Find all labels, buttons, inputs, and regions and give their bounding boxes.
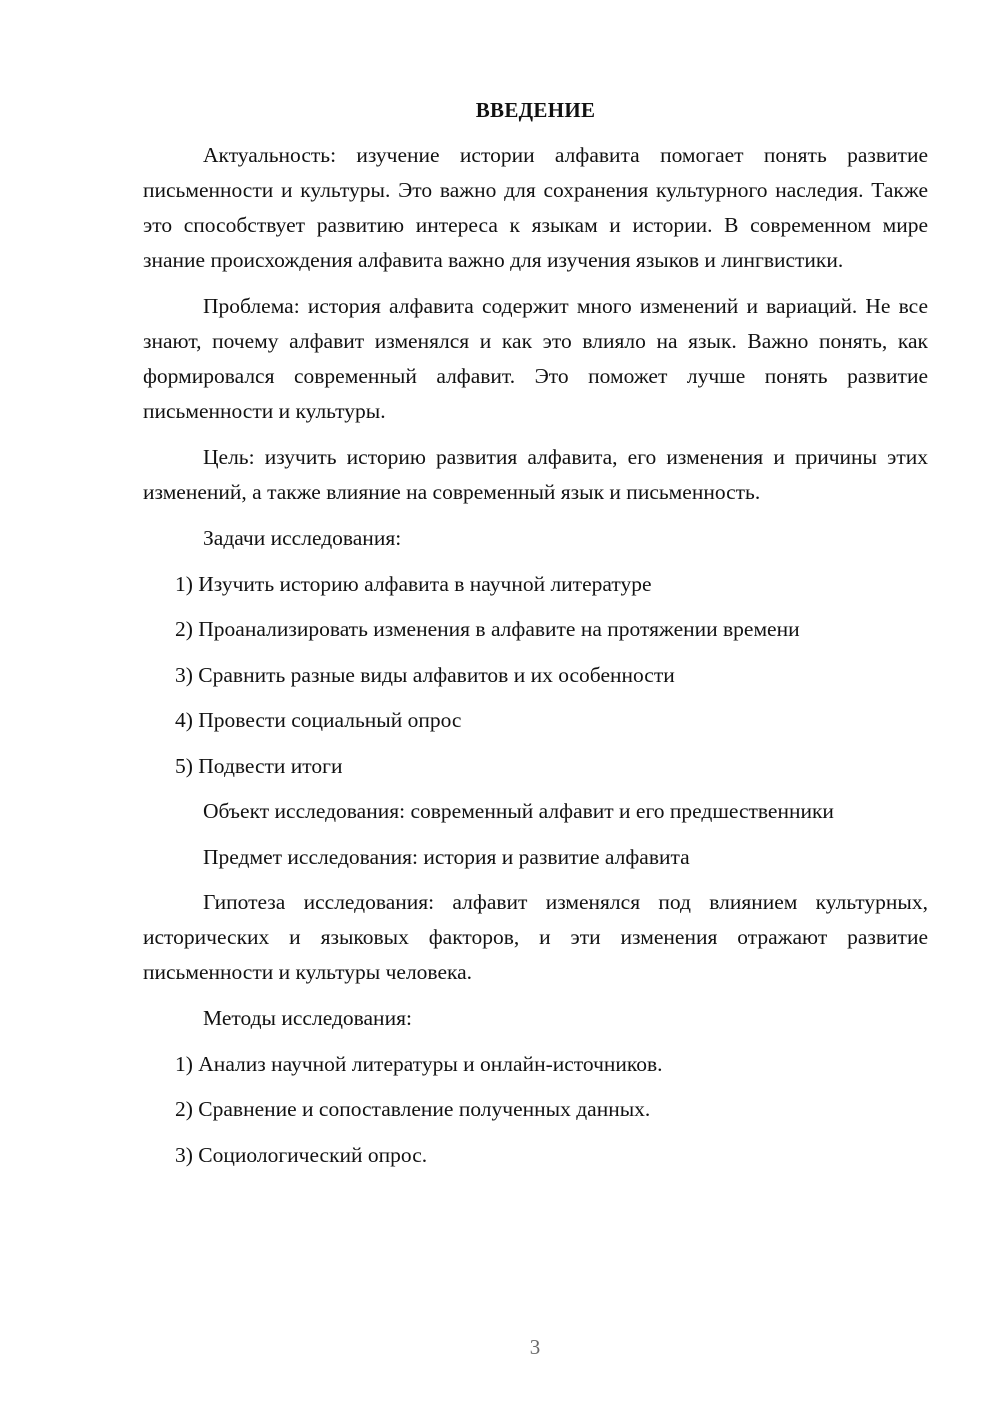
problem-paragraph: Проблема: история алфавита содержит много изменений и вариаций. Не все знают, почему алфавит изменялся и как это влияло на язык. Важно понять, как формировался современный алфавит. Это поможет лучше понять развитие письменности и культуры. [143,294,928,423]
tasks-heading: Задачи исследования: [203,526,402,550]
method-item-3: 3) Социологический опрос. [175,1142,428,1167]
task-item-2: 2) Проанализировать изменения в алфавите на протяжении времени [175,617,800,641]
research-object: Объект исследования: современный алфавит и его предшественники [203,799,834,823]
task-item-1: 1) Изучить историю алфавита в научной литературе [175,571,652,596]
goal-paragraph: Цель: изучить историю развития алфавита, его изменения и причины этих изменений, а также влияние на современный язык и письменность. [143,445,928,504]
document-body [143,96,928,1183]
page-title: ВВЕДЕНИЕ [475,98,596,122]
relevance-paragraph: Актуальность: изучение истории алфавита помогает понять развитие письменности и культуры. Это важно для сохранения культурного наследия. Также это способствует развитию интереса к языкам и истории. В современном мире знание происхождения алфавита важно для изучения языков и лингвистики. [143,143,928,272]
method-item-1: 1) Анализ научной литературы и онлайн-источников. [175,1051,663,1076]
method-item-2: 2) Сравнение и сопоставление полученных данных. [175,1097,651,1121]
task-item-5: 5) Подвести итоги [175,753,343,778]
task-item-3: 3) Сравнить разные виды алфавитов и их особенности [175,662,675,687]
page-number: 3 [529,1335,541,1359]
hypothesis-paragraph: Гипотеза исследования: алфавит изменялся под влиянием культурных, исторических и языковых факторов, и эти изменения отражают развитие письменности и культуры человека. [143,890,928,984]
research-subject: Предмет исследования: история и развитие алфавита [203,844,690,869]
task-item-4: 4) Провести социальный опрос [175,708,462,732]
methods-heading: Методы исследования: [203,1006,412,1030]
